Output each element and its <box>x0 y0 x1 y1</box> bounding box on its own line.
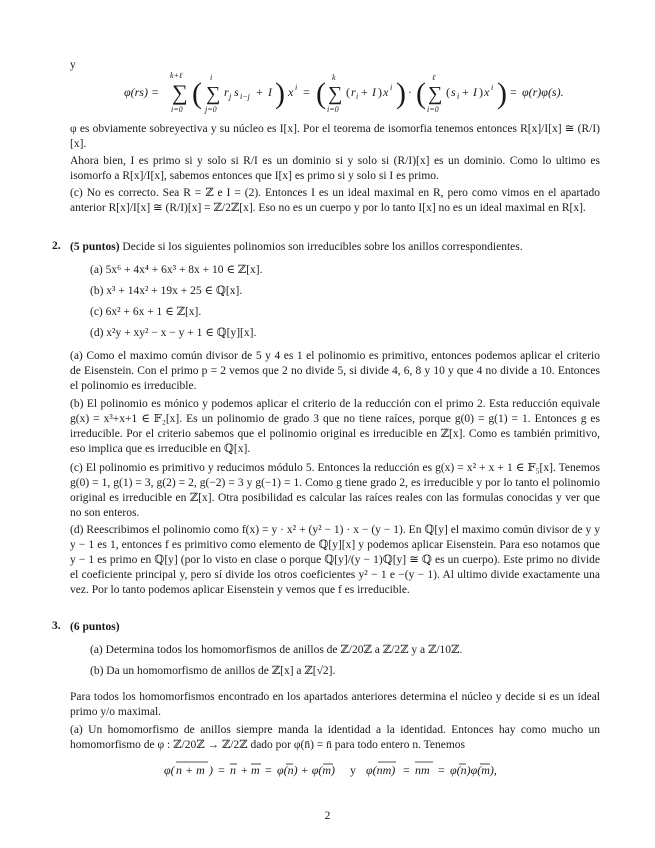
svg-text:n + m: n + m <box>176 763 205 777</box>
q3-item-a: (a) Determina todos los homomorfismos de anillos de ℤ/20ℤ a ℤ/2ℤ y a ℤ/10ℤ. <box>90 644 463 656</box>
q2-item-d: (d) x²y + xy² − x − y + 1 ∈ ℚ[y][x]. <box>90 327 257 339</box>
svg-text:=: = <box>403 763 410 777</box>
svg-text:i: i <box>491 83 494 92</box>
q3-item-b: (b) Da un homomorfismo de anillos de ℤ[x] a ℤ[√2]. <box>90 665 336 677</box>
svg-text:(: ( <box>316 77 326 110</box>
question-3-text: Para todos los homomorfismos encontrado en los apartados anteriores determina el núcleo y decide si es un ideal primo y/o maximal. <box>70 691 600 718</box>
svg-text:(: ( <box>446 85 450 99</box>
svg-text:φ(: φ( <box>164 763 175 777</box>
answer-2c: (c) El polinomio es primitivo y reducimos módulo 5. Entonces la reducción es g(x) = x² + x + 1 ∈ 𝔽₅[x]. Tenemos g(0) = 1, g(1) = 3, g(2) = 2, g(−2) = 3 y g(−1) = 1. Como g tiene grado 2, es irreducible y por lo tanto el polinomio original es irreducible en ℤ[x]. Otra posibilidad es calcular las raíces reales con las formulas conocidas y ver que no son enteros. <box>70 462 600 519</box>
svg-text:φ(nm): φ(nm) <box>366 763 396 777</box>
q2-item-c: (c) 6x² + 6x + 1 ∈ ℤ[x]. <box>90 306 202 318</box>
svg-text:i: i <box>457 92 460 101</box>
svg-text:): ) <box>479 85 483 99</box>
svg-text:φ(rs) =: φ(rs) = <box>124 85 160 99</box>
svg-text:): ) <box>209 763 213 777</box>
svg-text:x: x <box>383 85 389 99</box>
svg-text:φ(n) + φ(m): φ(n) + φ(m) <box>277 763 336 777</box>
question-3-points: (6 puntos) <box>70 621 120 633</box>
question-2-text: Decide si los siguientes polinomios son irreducibles sobre los anillos correspondientes. <box>119 241 523 253</box>
svg-text:I: I <box>268 85 272 99</box>
svg-text:=: = <box>303 85 310 99</box>
svg-text:+: + <box>256 85 263 99</box>
svg-text:=: = <box>438 763 445 777</box>
svg-text:I: I <box>372 85 376 99</box>
svg-text:φ(r)φ(s).: φ(r)φ(s). <box>522 85 564 99</box>
question-2-number: 2. <box>52 240 61 252</box>
svg-text:φ(n)φ(m),: φ(n)φ(m), <box>450 763 497 777</box>
svg-text:+: + <box>241 763 248 777</box>
svg-text:ℓ: ℓ <box>432 73 436 82</box>
svg-text:x: x <box>288 85 294 99</box>
svg-text:x: x <box>484 85 490 99</box>
answer-3a: (a) Un homomorfismo de anillos siempre manda la identidad a la identidad. Entonces hay como mucho un homomorfismo de φ : ℤ/20ℤ → ℤ/2ℤ dado por φ(n̄) = n̄ para todo entero n. Tenemos <box>70 724 600 751</box>
svg-text:+: + <box>361 85 368 99</box>
svg-text:(: ( <box>416 77 426 110</box>
svg-text:): ) <box>396 77 406 110</box>
question-3-heading <box>70 620 600 635</box>
svg-text:i: i <box>210 73 213 82</box>
svg-text:r: r <box>224 85 229 99</box>
paragraph-isomorphism: φ es obviamente sobreyectiva y su núcleo es I[x]. Por el teorema de isomorfia tenemos entonces R[x]/I[x] ≅ (R/I)[x]. <box>70 123 600 150</box>
answer-2b: (b) El polinomio es mónico y podemos aplicar el criterio de la reducción con el primo 2. Esta reducción equivale g(x) = x³+x+1 ∈ 𝔽₂[x]. Es un polinomio de grado 3 que no tiene raíces, porque g(0) = g(1) = 1. Entonces g es irreducible. Por el criterio sabemos que el polinomio original es irreducible en ℤ[x]. Como es también primitivo, eso implica que es irreducible en ℚ[x]. <box>70 398 600 455</box>
svg-text:n: n <box>230 763 236 777</box>
svg-text:=: = <box>218 763 225 777</box>
text-y: y <box>70 59 76 71</box>
answer-2d: (d) Reescribimos el polinomio como f(x) = y · x² + (y² − 1) · x − (y − 1). En ℚ[y] el maximo común divisor de y y y − 1 es 1, entonces f es primitivo como elemento de ℚ[y][x] y podemos aplicar Eisenstein. Para eso notamos que y − 1 es primo en ℚ[y] (por lo visto en clase o porque ℚ[y]/(y − 1)ℚ[y] ≅ ℚ es un cuerpo). Este primo no divide el coeficiente principal y, pero sí divide los otros coeficientes y² − 1 e −(y − 1). Al ultimo divide exactamente una vez. Por lo tanto podemos aplicar Eisenstein y vemos que f es irreducible. <box>70 524 600 596</box>
svg-text:(: ( <box>346 85 350 99</box>
svg-text:): ) <box>378 85 382 99</box>
question-2-heading <box>70 240 600 255</box>
svg-text:∑: ∑ <box>428 83 443 105</box>
svg-text:k: k <box>332 73 336 82</box>
svg-text:m: m <box>251 763 260 777</box>
svg-text:y: y <box>350 763 356 777</box>
paragraph-c: (c) No es correcto. Sea R = ℤ e I = (2). Entonces I es un ideal maximal en R, pero como vimos en el apartado anterior R[x]/I[x] ≅ (R/I)[x] = ℤ/2ℤ[x]. Eso no es un cuerpo y por lo tanto I[x] no es un ideal maximal en R[x]. <box>70 187 600 214</box>
svg-text:k+ℓ: k+ℓ <box>170 71 183 80</box>
equation-phi-sum-product <box>160 758 520 782</box>
svg-text:=: = <box>510 85 517 99</box>
svg-text:j=0: j=0 <box>205 105 217 114</box>
svg-text:∑: ∑ <box>206 83 221 105</box>
question-3-number: 3. <box>52 620 61 632</box>
svg-text:): ) <box>497 77 507 110</box>
svg-text:i−j: i−j <box>240 92 250 101</box>
svg-text:i: i <box>390 83 393 92</box>
svg-text:s: s <box>234 85 239 99</box>
svg-text:i: i <box>295 83 298 92</box>
question-2-points: (5 puntos) <box>70 241 120 253</box>
svg-text:r: r <box>351 85 356 99</box>
page-number: 2 <box>324 810 331 822</box>
paragraph-prime: Ahora bien, I es primo si y solo si R/I es un dominio si y solo si (R/I)[x] es un dominio. Como lo ultimo es isomorfo a R[x]/I[x], sabemos entonces que I[x] es primo si y solo si I es primo. <box>70 155 600 182</box>
svg-text:i: i <box>356 92 359 101</box>
svg-text:j: j <box>229 92 232 101</box>
svg-text:∑: ∑ <box>172 80 188 105</box>
equation-phi-rs <box>120 68 580 118</box>
q2-item-b: (b) x³ + 14x² + 19x + 25 ∈ ℚ[x]. <box>90 285 243 297</box>
answer-2a: (a) Como el maximo común divisor de 5 y 4 es 1 el polinomio es primitivo, entonces podemos aplicar el criterio de Eisenstein. Con el primo p = 2 vemos que 2 no divide 5, si divide 4, 6, 8 y 10 y que 4 no divide a 10. Entonces el polinomio es irreducible. <box>70 350 600 392</box>
svg-text:∑: ∑ <box>328 83 343 105</box>
svg-text:+: + <box>462 85 469 99</box>
svg-text:I: I <box>473 85 477 99</box>
svg-text:i=0: i=0 <box>327 105 339 114</box>
svg-text:i=0: i=0 <box>427 105 439 114</box>
svg-text:nm: nm <box>415 763 430 777</box>
svg-text:): ) <box>275 77 285 110</box>
svg-text:·: · <box>408 85 412 99</box>
svg-text:i=0: i=0 <box>171 105 183 114</box>
svg-text:(: ( <box>192 77 202 110</box>
q2-item-a: (a) 5x⁶ + 4x⁴ + 6x³ + 8x + 10 ∈ ℤ[x]. <box>90 264 263 276</box>
svg-text:s: s <box>451 85 456 99</box>
svg-text:=: = <box>265 763 272 777</box>
